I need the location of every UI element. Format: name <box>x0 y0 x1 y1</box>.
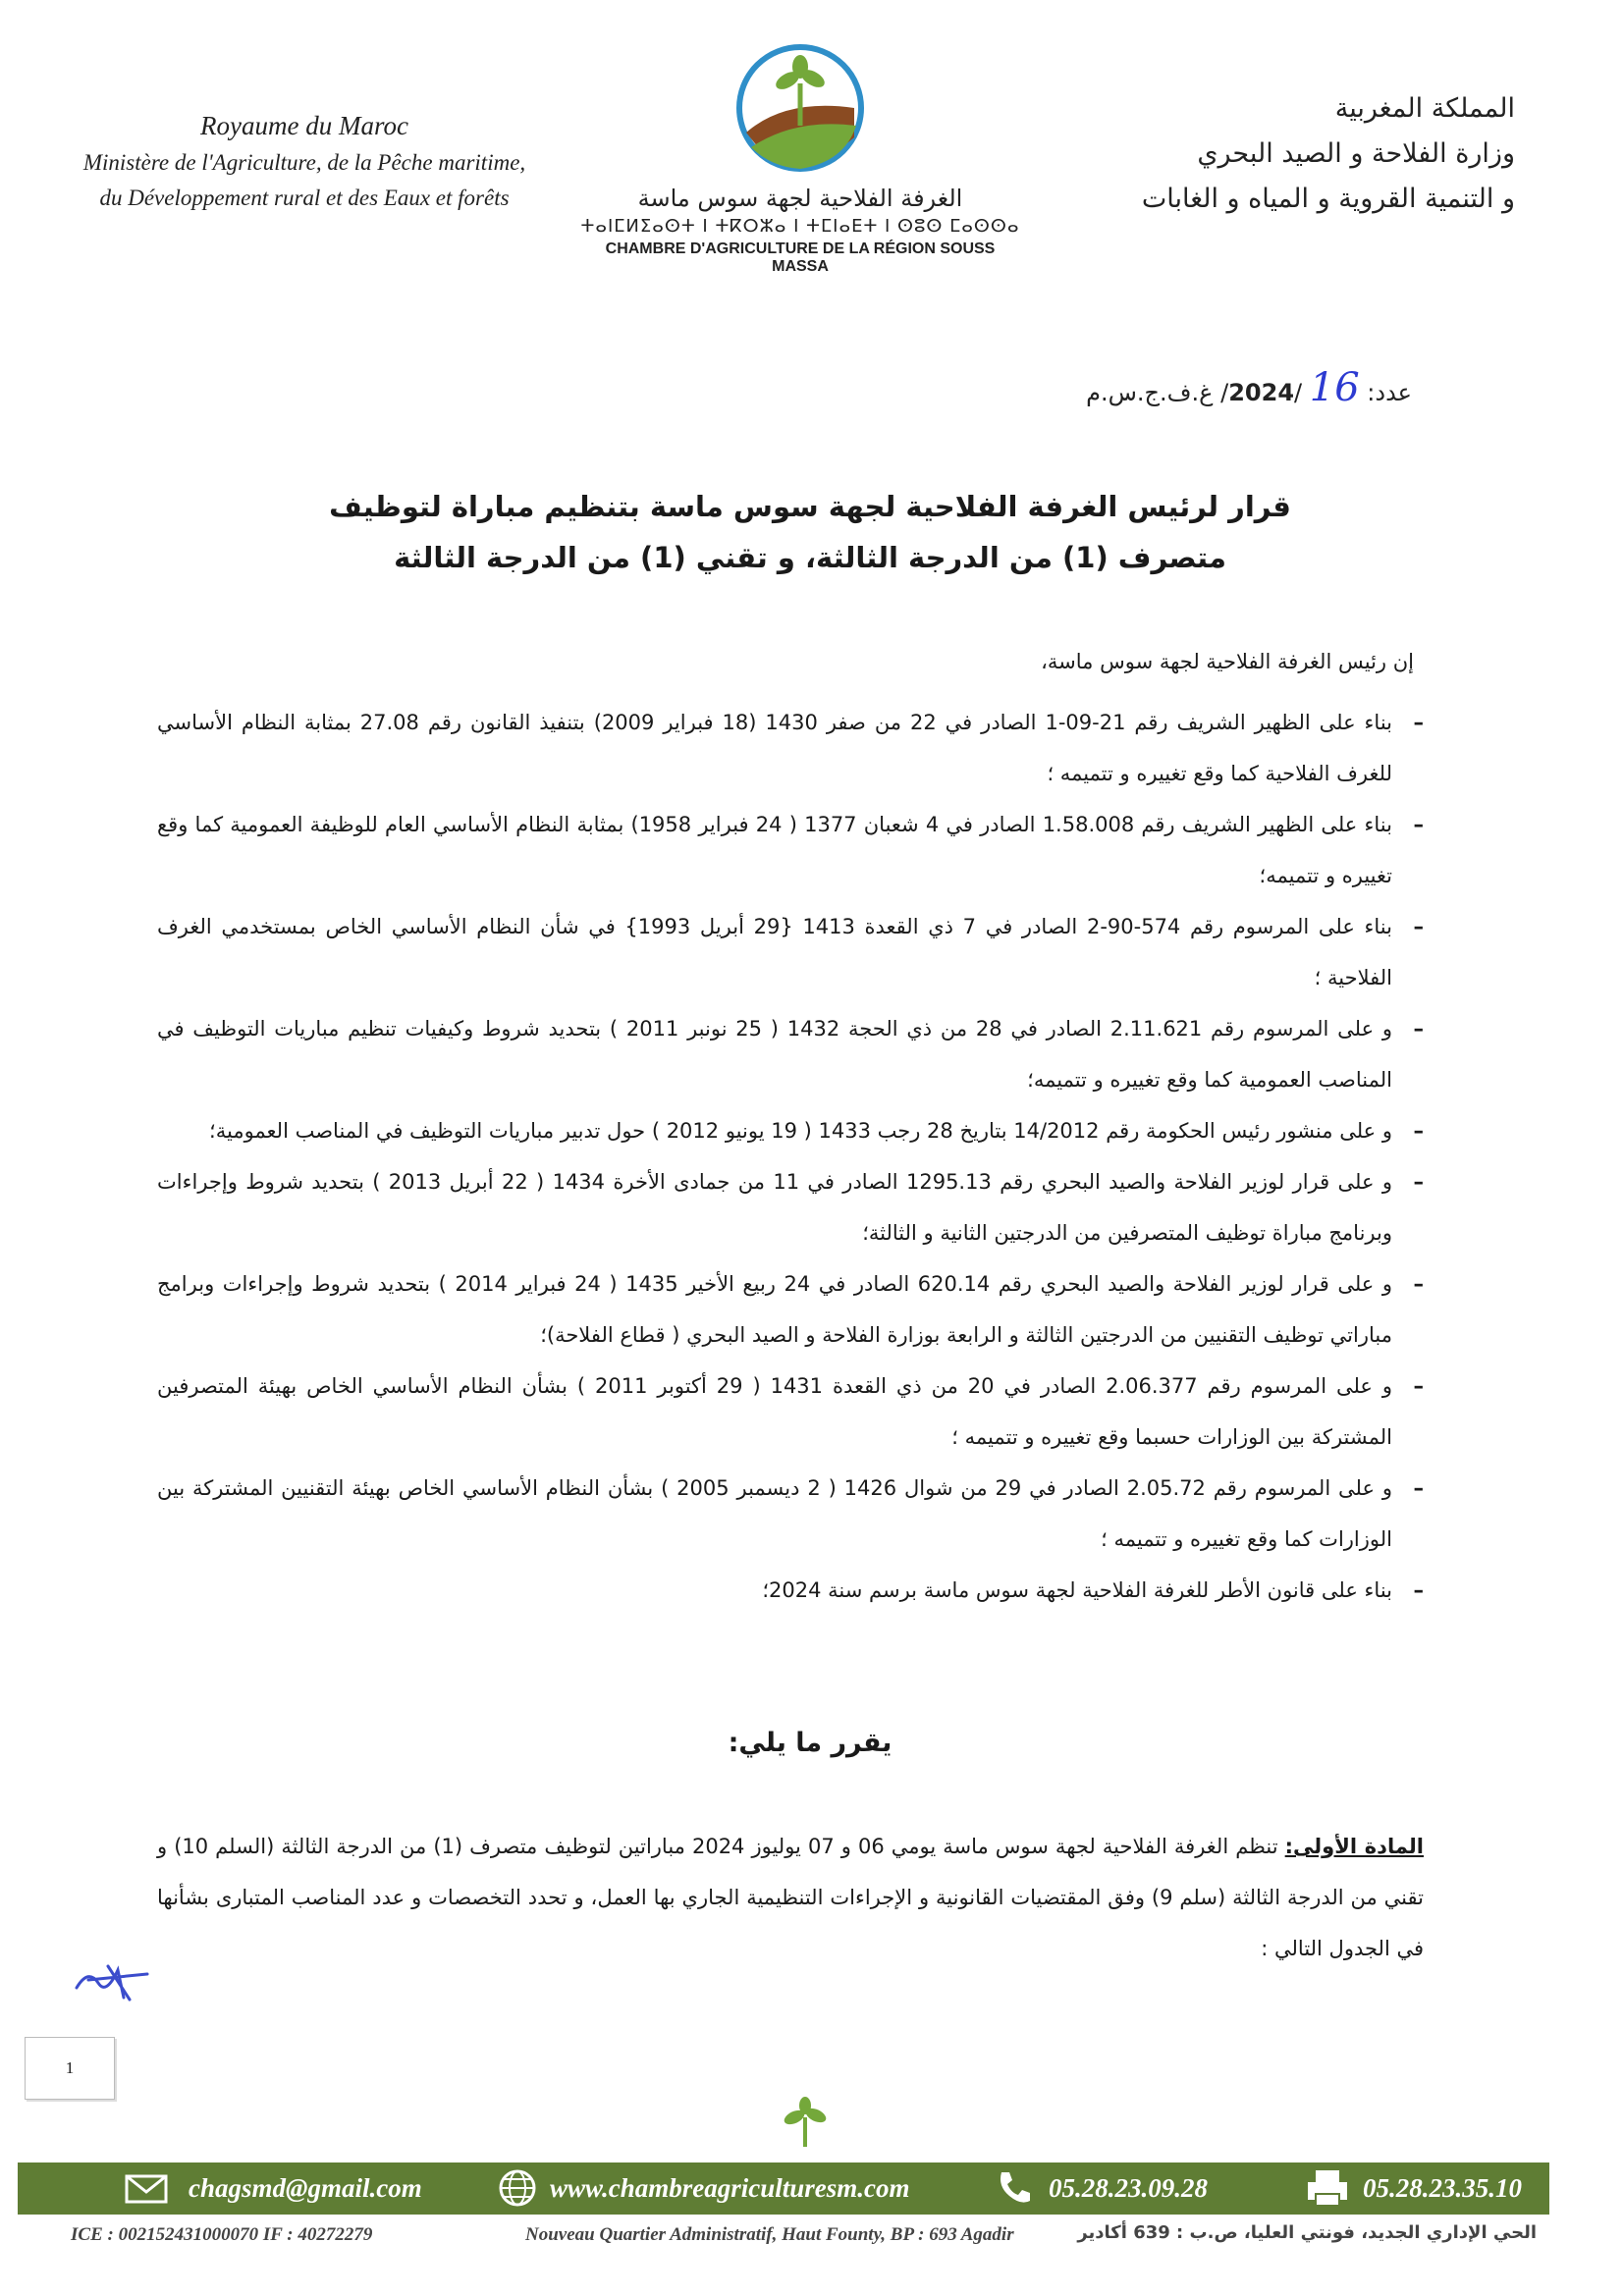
preamble-item: – و على المرسوم رقم 2.05.72 الصادر في 29 من شوال 1426 ( 2 ديسمبر 2005 ) بشأن النظام الأساسي الخاص بهيئة التقنيين المشتركة بين الوزارات كما وقع تغييره و تتميمه ؛ <box>157 1463 1424 1565</box>
reference-handwritten-number: 16 <box>1309 365 1360 410</box>
reference-suffix: غ.ف.ج.س.م <box>1086 379 1214 406</box>
kingdom-name-fr: Royaume du Maroc <box>200 111 408 140</box>
preamble-item: – و على قرار لوزير الفلاحة والصيد البحري رقم 620.14 الصادر في 24 ربيع الأخير 1435 ( 24 فبراير 2014 ) بتحديد شروط وإجراءات وبرامج مباراتي توظيف التقنيين من الدرجتين الثالثة و الرابعة بوزارة الفلاحة و الصيد البحري ( قطاع الفلاحة)؛ <box>157 1258 1424 1361</box>
globe-icon <box>496 2166 539 2210</box>
chamber-logo-block <box>579 39 1021 276</box>
header-french <box>39 106 569 216</box>
email-icon <box>123 2166 170 2210</box>
decides-heading: يقرر ما يلي: <box>728 1728 893 1758</box>
chamber-logo <box>727 39 874 177</box>
kingdom-name-ar: المملكة المغربية <box>1334 93 1515 124</box>
footer-address-fr: Nouveau Quartier Administratif, Haut Founty, BP : 693 Agadir <box>525 2224 1014 2245</box>
preamble-item: – و على منشور رئيس الحكومة رقم 14/2012 بتاريخ 28 رجب 1433 ( 19 يونيو 2012 ) حول تدبير مباريات التوظيف في المناصب العمومية؛ <box>157 1105 1424 1156</box>
phone-icon <box>992 2166 1035 2210</box>
title-line-2: متصرف (1) من الدرجة الثالثة، و تقني (1) من الدرجة الثالثة <box>394 541 1226 574</box>
preamble-item: – بناء على الظهير الشريف رقم 1.58.008 الصادر في 4 شعبان 1377 ( 24 فبراير 1958) بمثابة النظام الأساسي العام للوظيفة العمومية كما وقع تغييره و تتميمه؛ <box>157 799 1424 901</box>
preamble-item: – و على قرار لوزير الفلاحة والصيد البحري رقم 1295.13 الصادر في 11 من جمادى الأخرة 1434 ( 22 أبريل 2013 ) بتحديد شروط وإجراءات وبرنامج مباراة توظيف المتصرفين من الدرجتين الثانية و الثالثة؛ <box>157 1156 1424 1258</box>
reference-number: عدد: 16 /2024/ غ.ف.ج.س.م <box>1086 365 1412 410</box>
sprout-icon <box>781 2096 830 2150</box>
footer-phone[interactable]: 05.28.23.09.28 <box>1049 2173 1208 2203</box>
reference-year: 2024 <box>1228 379 1295 406</box>
title-line-1: قرار لرئيس الغرفة الفلاحية لجهة سوس ماسة بتنظيم مباراة لتوظيف <box>329 490 1291 523</box>
ministry-name-ar-line1: وزارة الفلاحة و الصيد البحري <box>1197 138 1515 169</box>
chamber-name-ar: الغرفة الفلاحية لجهة سوس ماسة <box>637 185 963 212</box>
preamble-item: – بناء على الظهير الشريف رقم 21-09-1 الصادر في 22 من صفر 1430 (18 فبراير 2009) بتنفيذ القانون رقم 27.08 بمثابة النظام الأساسي للغرف الفلاحية كما وقع تغييره و تتميمه ؛ <box>157 697 1424 799</box>
footer-fax[interactable]: 05.28.23.35.10 <box>1363 2173 1522 2203</box>
chamber-name-fr: CHAMBRE D'AGRICULTURE DE LA RÉGION SOUSS MASSA <box>605 240 996 275</box>
fax-icon <box>1304 2166 1351 2210</box>
footer-email[interactable]: chagsmd@gmail.com <box>189 2173 422 2203</box>
preamble-item: – و على المرسوم رقم 2.11.621 الصادر في 28 من ذي الحجة 1432 ( 25 نونبر 2011 ) بتحديد شروط وكيفيات تنظيم مباريات التوظيف في المناصب العمومية كما وقع تغييره و تتميمه؛ <box>157 1003 1424 1105</box>
preamble-item: – بناء على المرسوم رقم 574-90-2 الصادر في 7 ذي القعدة 1413 {29 أبريل 1993} في شأن النظام الأساسي الخاص بمستخدمي الغرف الفلاحية ؛ <box>157 901 1424 1003</box>
footer-website[interactable]: www.chambreagriculturesm.com <box>550 2173 910 2203</box>
preamble-item: – بناء على قانون الأطر للغرفة الفلاحية لجهة سوس ماسة برسم سنة 2024؛ <box>157 1565 1424 1616</box>
footer-address-ar: الحي الإداري الجديد، فونتي العليا، ص.ب : 639 أكادير <box>1077 2222 1537 2243</box>
page-number: 1 <box>25 2037 115 2100</box>
footer-ice-if: ICE : 002152431000070 IF : 40272279 <box>71 2224 373 2245</box>
preamble-list <box>157 697 1424 1616</box>
ministry-name-ar-line2: و التنمية القروية و المياه و الغابات <box>1141 184 1515 214</box>
decision-title <box>196 481 1424 583</box>
article-1-text: تنظم الغرفة الفلاحية لجهة سوس ماسة يومي 06 و 07 يوليوز 2024 مباراتين لتوظيف متصرف (1) من الدرجة الثالثة (السلم 10) و تقني من الدرجة الثالثة (سلم 9) وفق المقتضيات القانونية و الإجراءات التنظيمية الجاري بها العمل، و تحدد التخصصات و عدد المناصب المتبارى بشأنها في الجدول التالي : <box>157 1835 1424 1960</box>
preamble-item: – و على المرسوم رقم 2.06.377 الصادر في 20 من ذي القعدة 1431 ( 29 أكتوبر 2011 ) بشأن النظام الأساسي الخاص بهيئة المتصرفين المشتركة بين الوزارات حسبما وقع تغييره و تتميمه ؛ <box>157 1361 1424 1463</box>
header-arabic <box>1044 86 1515 222</box>
intro-line: إن رئيس الغرفة الفلاحية لجهة سوس ماسة، <box>1041 650 1414 673</box>
reference-label: عدد: <box>1367 379 1412 406</box>
chamber-name-tifinagh: ⵜⴰⵏⵎⵍⵉⴰⵙⵜ ⵏ ⵜⴽⵔⵣⴰ ⵏ ⵜⵎⵏⴰⴹⵜ ⵏ ⵙⵓⵙ ⵎⴰⵙⵙⴰ <box>580 216 1020 237</box>
ministry-name-fr-line1: Ministère de l'Agriculture, de la Pêche maritime, <box>82 150 526 175</box>
ministry-name-fr-line2: du Développement rural et des Eaux et forêts <box>99 186 510 210</box>
handwritten-initials <box>69 1949 157 2007</box>
article-1-heading: المادة الأولى: <box>1284 1835 1424 1858</box>
article-1 <box>157 1821 1424 1974</box>
